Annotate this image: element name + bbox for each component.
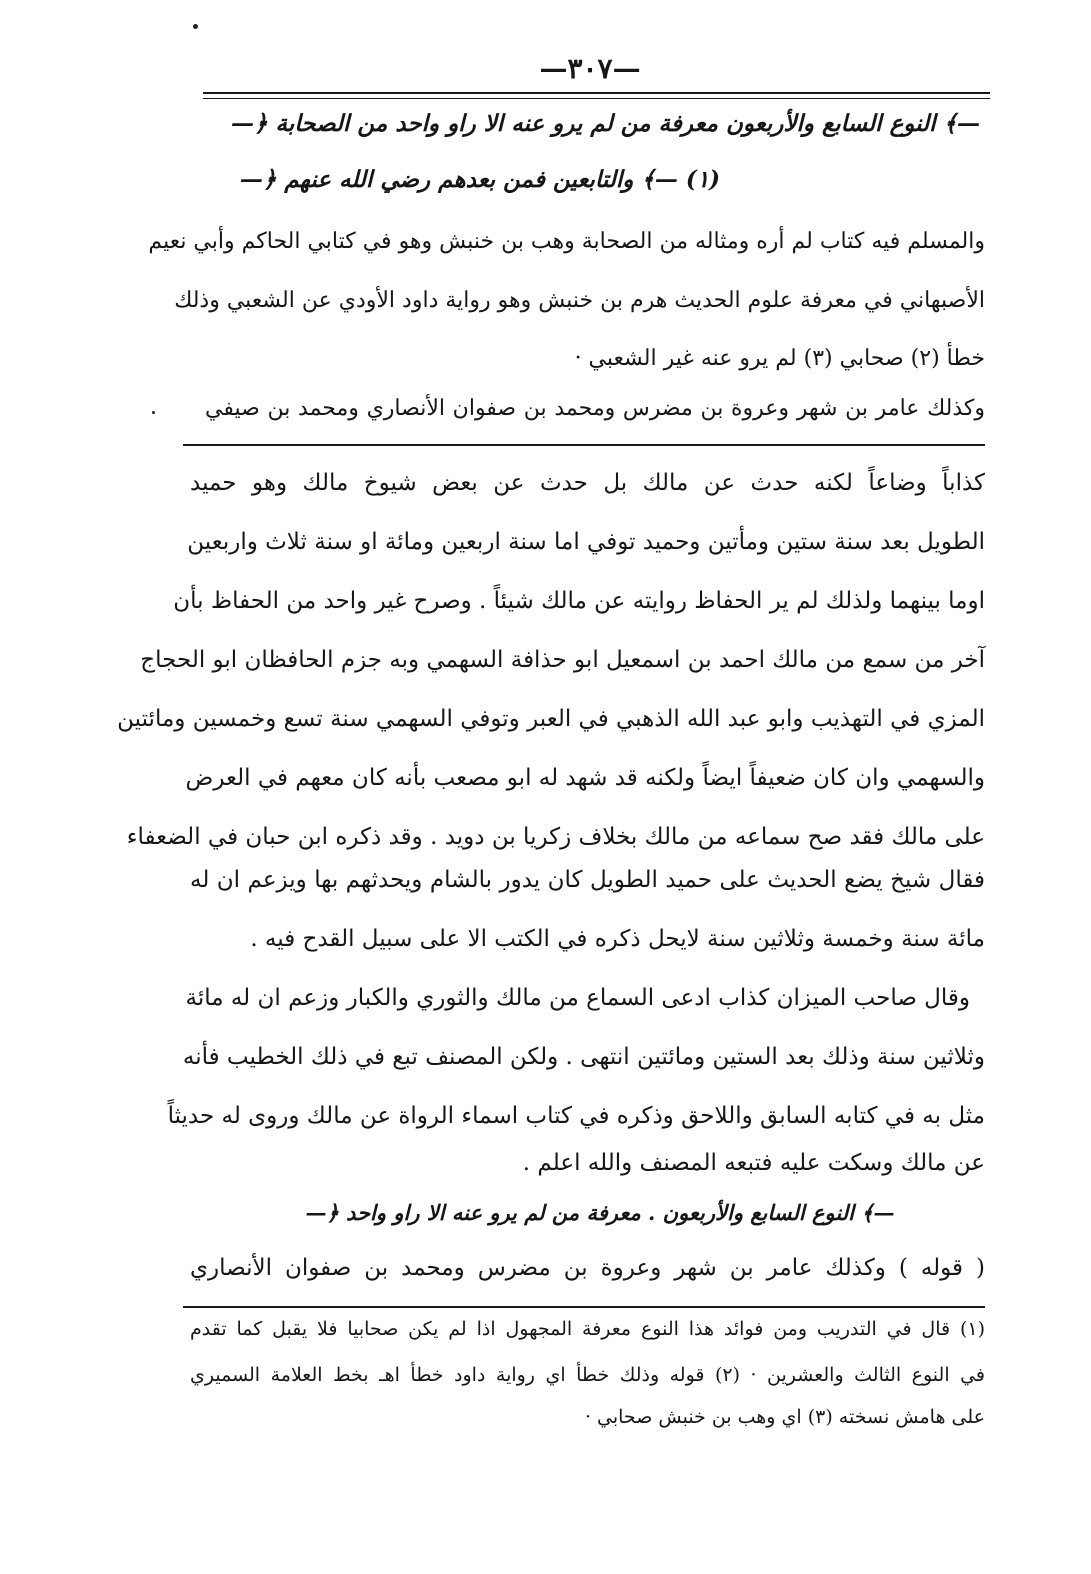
commentary-line: آخر من سمع من مالك احمد بن اسمعيل ابو حذافة السهمي وبه جزم الحافظان ابو الحجاج (140, 647, 985, 673)
section-divider (183, 444, 985, 446)
header-rule (203, 98, 990, 99)
commentary-line: على مالك فقد صح سماعه من مالك بخلاف زكريا بن دويد . وقد ذكره ابن حبان في الضعفاء (126, 824, 985, 850)
commentary-line: الطويل بعد سنة ستين ومأتين وحميد توفي اما سنة اربعين ومائة او سنة ثلاث واربعين (187, 529, 985, 555)
footnote-line: على هامش نسخته (٣) اي وهب بن خنبش صحابي · (584, 1406, 985, 1428)
commentary-line: المزي في التهذيب وابو عبد الله الذهبي في العبر وتوفي السهمي سنة تسع وخمسين ومائتين (117, 706, 985, 732)
commentary-line: ( قوله ) وكذلك عامر بن شهر وعروة بن مضرس ومحمد بن صفوان الأنصاري (190, 1255, 985, 1281)
commentary-line: فقال شيخ يضع الحديث على حميد الطويل كان يدور بالشام ويحدثهم بها ويزعم ان له (190, 867, 985, 893)
main-text-line: وكذلك عامر بن شهر وعروة بن مضرس ومحمد بن صفوان الأنصاري ومحمد بن صيفي (205, 396, 985, 421)
footnote-line: (١) قال في التدريب ومن فوائد هذا النوع معرفة المجهول اذا لم يكن صحابيا فلا يقبل كما تقدم (190, 1318, 985, 1340)
commentary-line: والسهمي وان كان ضعيفاً ايضاً ولكنه قد شهد له ابو مصعب بأنه كان معهم في العرض (185, 765, 985, 791)
scan-speck (193, 24, 198, 29)
commentary-line: وقال صاحب الميزان كذاب ادعى السماع من مالك والثوري والكبار وزعم ان له مائة (185, 985, 970, 1011)
scan-speck (152, 411, 155, 414)
footnote-rule (183, 1306, 985, 1308)
commentary-heading: —﴾ النوع السابع والأربعون . معرفة من لم يرو عنه الا راو واحد ﴿— (305, 1200, 895, 1225)
commentary-line: مائة سنة وخمسة وثلاثين سنة لايحل ذكره في الكتب الا على سبيل القدح فيه . (250, 926, 985, 952)
page-number: —٣٠٧— (539, 52, 641, 85)
main-text-line: الأصبهاني في معرفة علوم الحديث هرم بن خنبش وهو رواية داود الأودي عن الشعبي وذلك (174, 288, 985, 313)
commentary-line: كذاباً وضاعاً لكنه حدث عن مالك بل حدث عن بعض شيوخ مالك وهو حميد (190, 470, 985, 496)
main-text-line: خطأ (٢) صحابي (٣) لم يرو عنه غير الشعبي · (574, 346, 985, 371)
header-rule (203, 92, 990, 94)
commentary-line: مثل به في كتابه السابق واللاحق وذكره في كتاب اسماء الرواة عن مالك وروى له حديثاً (167, 1103, 985, 1129)
main-text-line: والمسلم فيه كتاب لم أره ومثاله من الصحابة وهب بن خنبش وهو في كتابي الحاكم وأبي نعيم (148, 229, 985, 254)
section-heading: (١) —﴾ والتابعين فمن بعدهم رضي الله عنهم ﴿— (239, 166, 720, 193)
commentary-line: عن مالك وسكت عليه فتبعه المصنف والله اعلم . (522, 1150, 985, 1176)
commentary-line: وثلاثين سنة وذلك بعد الستين ومائتين انتهى . ولكن المصنف تبع في ذلك الخطيب فأنه (182, 1044, 985, 1070)
section-heading: —﴾ النوع السابع والأربعون معرفة من لم يرو عنه الا راو واحد من الصحابة ﴿— (231, 110, 980, 137)
footnote-line: في النوع الثالث والعشرين · (٢) قوله وذلك خطأ اي رواية داود خطأ اهـ بخط العلامة السميري (190, 1364, 985, 1386)
commentary-line: اوما بينهما ولذلك لم ير الحفاظ روايته عن مالك شيئاً . وصرح غير واحد من الحفاظ بأن (173, 588, 985, 614)
